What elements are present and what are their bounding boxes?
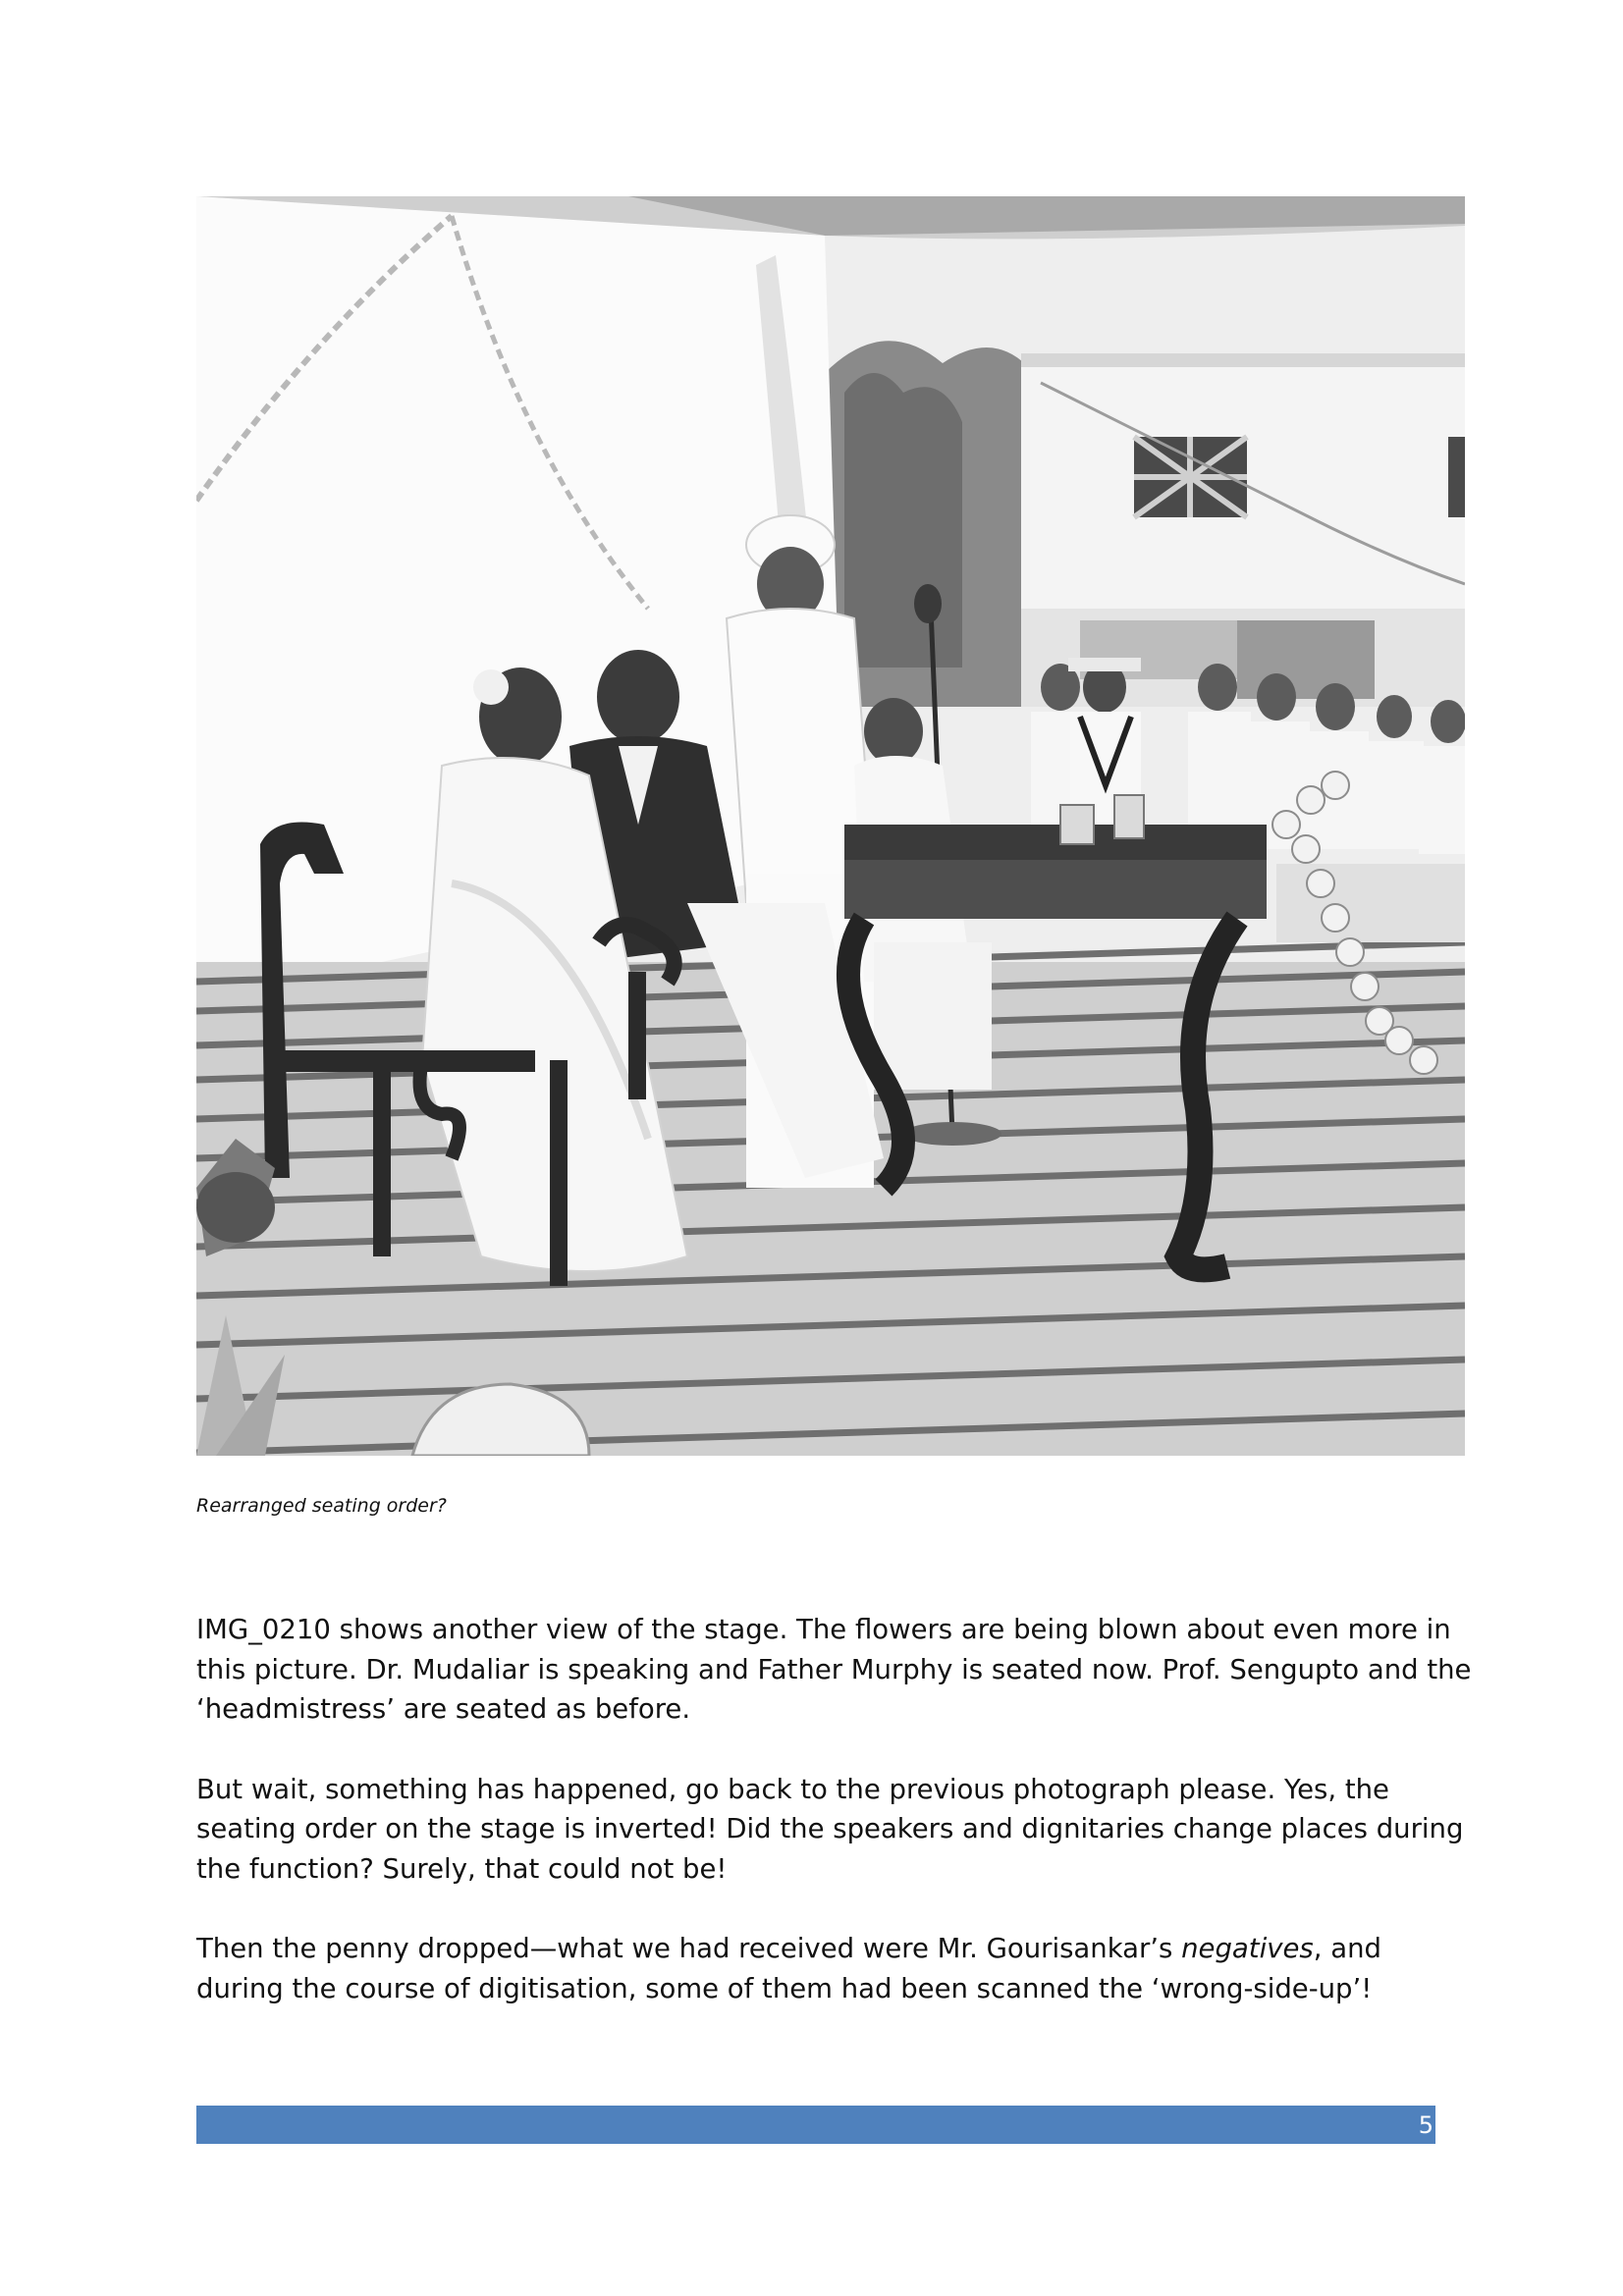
stage-photograph <box>196 196 1465 1456</box>
paragraph-3-start: Then the penny dropped—what we had received were Mr. Gourisankar’s <box>196 1933 1182 1964</box>
body-text <box>196 1610 1473 2049</box>
paragraph-1: IMG_0210 shows another view of the stage. The flowers are being blown about even more in this picture. Dr. Mudaliar is speaking and Father Murphy is seated now. Prof. Sengupto and the ‘headmistress’ are seated as before. <box>196 1614 1472 1725</box>
paragraph-3-emphasis: negatives <box>1181 1933 1314 1964</box>
figure-caption: Rearranged seating order? <box>196 1495 447 1517</box>
footer-bar <box>196 2106 1435 2144</box>
paragraph-3-end: , and during the course of digitisation, some of them had been scanned the ‘wrong-side-up’! <box>196 1933 1381 2004</box>
page-number: 5 <box>1418 2111 1434 2139</box>
photo-illustration <box>196 196 1465 1456</box>
paragraph-2: But wait, something has happened, go back to the previous photograph please. Yes, the seating order on the stage is inverted! Did the speakers and dignitaries change places during the function? Surely, that could not be! <box>196 1773 1464 1885</box>
paragraph-3 <box>196 1929 1473 2008</box>
